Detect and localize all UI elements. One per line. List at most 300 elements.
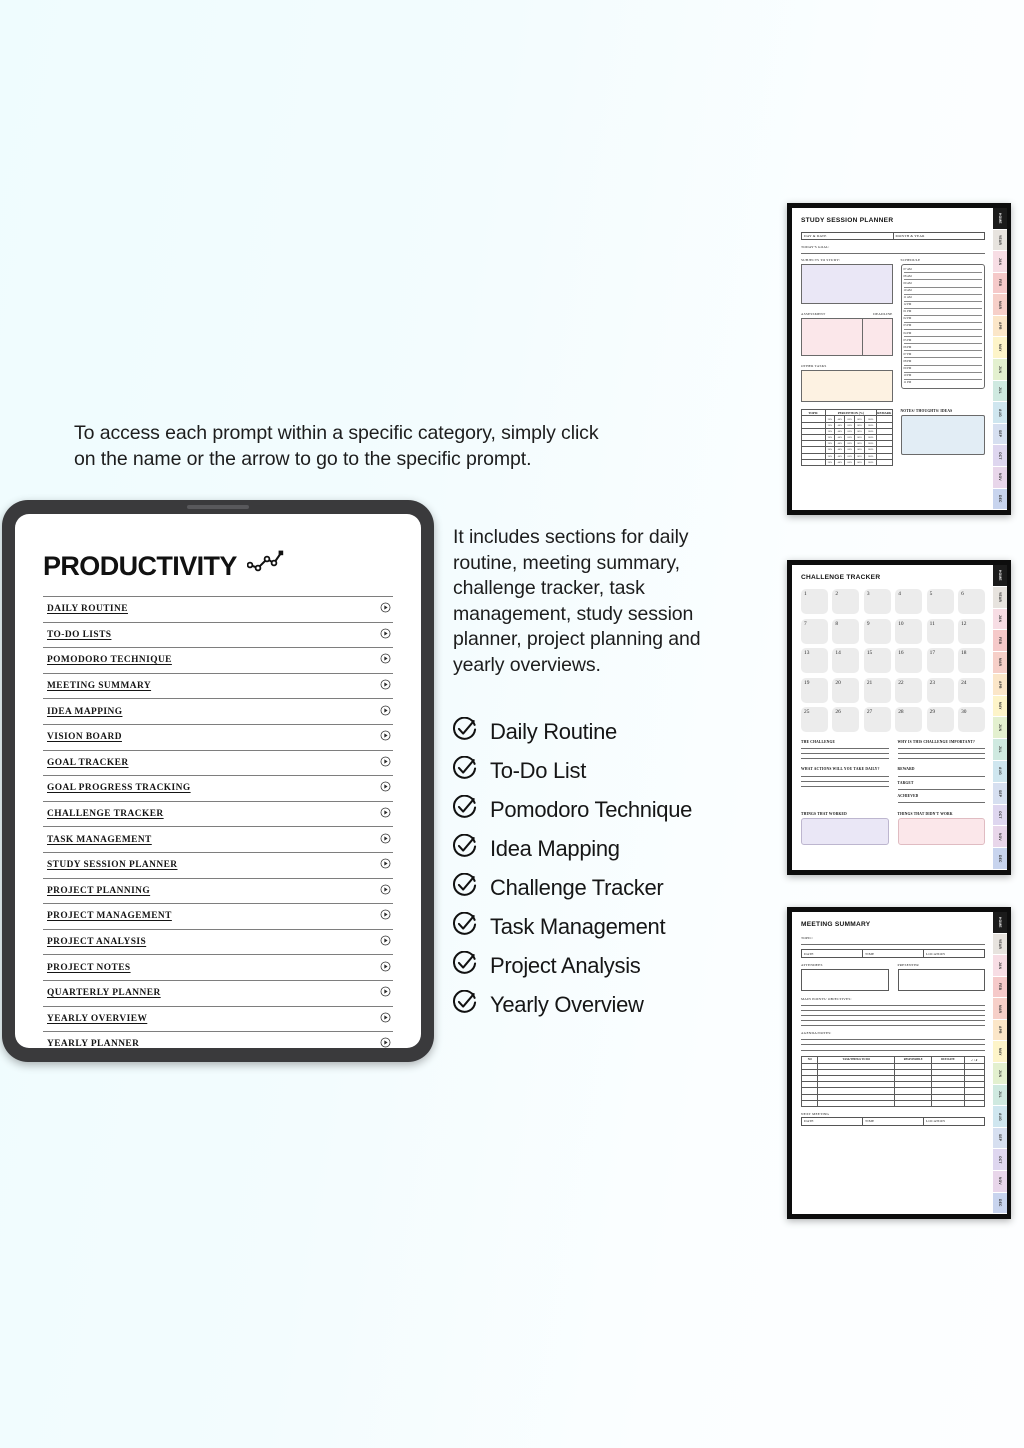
play-circle-icon[interactable] [380,677,391,695]
why-important-label: WHY IS THIS CHALLENGE IMPORTANT? [897,740,975,744]
planner-preview-meeting-summary[interactable] [787,907,1011,1219]
subjects-input-area[interactable] [801,264,893,304]
tablet-device [2,500,434,1062]
tab-mar[interactable]: MAR [993,652,1007,674]
write-line[interactable] [801,1020,985,1021]
tab-jan[interactable]: JAN [993,251,1007,273]
page-title-row [43,548,393,582]
prompt-row[interactable] [43,724,393,750]
tab-apr[interactable]: APR [993,674,1007,696]
tab-dec[interactable]: DEC [993,489,1007,511]
tab-aug[interactable]: AUG [993,1106,1007,1128]
location-field[interactable]: LOCATION [923,950,984,957]
prompt-label[interactable]: YEARLY OVERVIEW [47,1013,148,1024]
tab-nov[interactable]: NOV [993,467,1007,489]
tab-mar[interactable]: MAR [993,294,1007,316]
tab-jul[interactable]: JUL [993,739,1007,761]
tab-nov[interactable]: NOV [993,826,1007,848]
prompt-label[interactable]: TO-DO LISTS [47,629,112,640]
challenge-day-cell[interactable]: 19 [801,678,828,703]
tab-jan[interactable]: JAN [993,955,1007,977]
play-circle-icon[interactable] [380,1010,391,1028]
challenge-day-cell[interactable]: 22 [895,678,922,703]
challenge-day-cell[interactable]: 10 [895,619,922,644]
prompt-row[interactable] [43,750,393,776]
why-important-block [898,740,986,763]
percent-cell[interactable]: 100% [865,441,877,447]
tab-aug[interactable]: AUG [993,761,1007,783]
schedule-row[interactable]: 07 AM [904,266,982,273]
tab-feb[interactable]: FEB [993,977,1007,999]
percent-cell[interactable]: 60% [845,447,855,453]
tab-oct[interactable]: OCT [993,445,1007,467]
checklist-item-label: Project Analysis [490,952,641,978]
prompt-row[interactable] [43,622,393,648]
next-meeting-label: NEXT MEETING [801,1111,830,1116]
schedule-row[interactable]: 03 PM [904,323,982,330]
write-line[interactable] [801,1015,985,1016]
checklist-item-label: Daily Routine [490,718,617,744]
month-tabs-meeting-summary[interactable] [993,912,1007,1214]
prompt-label[interactable]: PROJECT MANAGEMENT [47,911,172,922]
the-challenge-rule-2 [801,753,889,754]
percent-cell[interactable]: 20% [825,422,835,428]
tab-sep[interactable]: SEP [993,783,1007,805]
prompt-label[interactable]: POMODORO TECHNIQUE [47,655,172,666]
challenge-day-cell[interactable]: 8 [832,619,859,644]
write-line[interactable] [801,1005,985,1006]
things-worked-block [801,812,889,845]
challenge-day-cell[interactable]: 26 [832,707,859,732]
checklist-item-label: Challenge Tracker [490,874,664,900]
check-circle-icon [452,912,477,942]
percent-cell[interactable]: 60% [845,435,855,441]
checklist-item-label: Idea Mapping [490,835,620,861]
study-session-planner-page [792,208,993,510]
tab-home[interactable]: HOME [993,208,1007,230]
schedule-row[interactable]: 08 AM [904,273,982,280]
prompt-row[interactable] [43,673,393,699]
tab-sep[interactable]: SEP [993,1128,1007,1150]
prompt-row[interactable] [43,1031,393,1048]
percent-cell[interactable]: 100% [865,453,877,459]
intro-paragraph [74,420,694,472]
percent-cell[interactable]: 40% [835,459,845,465]
things-not-worked-label: THINGS THAT DIDN'T WORK [897,812,953,817]
tab-apr[interactable]: APR [993,1020,1007,1042]
percent-cell[interactable]: 40% [835,435,845,441]
challenge-day-cell[interactable]: 6 [958,589,985,614]
check-circle-icon [452,873,477,903]
attendees-presenter-row [801,963,985,991]
tab-home[interactable]: HOME [993,912,1007,934]
tab-feb[interactable]: FEB [993,630,1007,652]
schedule-row[interactable]: 10 AM [904,288,982,295]
prompt-row[interactable] [43,826,393,852]
prompt-label[interactable]: YEARLY PLANNER [47,1038,140,1048]
challenge-day-cell[interactable]: 20 [832,678,859,703]
checklist-item-label: Pomodoro Technique [490,796,693,822]
percent-cell[interactable]: 20% [825,447,835,453]
percent-cell[interactable]: 100% [865,459,877,465]
deadline-label: DEADLINE [873,312,893,317]
percent-cell[interactable]: 100% [865,435,877,441]
tab-sep[interactable]: SEP [993,424,1007,446]
challenge-day-cell[interactable]: 21 [864,678,891,703]
prompt-label[interactable]: DAILY ROUTINE [47,604,128,615]
challenge-day-cell[interactable]: 2 [832,589,859,614]
tab-may[interactable]: MAY [993,696,1007,718]
percent-cell[interactable]: 60% [845,453,855,459]
study-planner-left-col [801,258,893,402]
table-header: DUE DATE [931,1057,964,1063]
next-meeting-row [801,1117,985,1126]
challenge-day-cell[interactable]: 4 [895,589,922,614]
checklist-item [452,790,782,829]
tab-nov[interactable]: NOV [993,1171,1007,1193]
challenge-day-cell[interactable]: 16 [895,648,922,673]
tab-jun[interactable]: JUN [993,359,1007,381]
table-header: RESPONSIBLE [895,1057,932,1063]
write-line[interactable] [801,1044,985,1045]
things-worked-input-area[interactable] [801,818,889,845]
percent-cell[interactable]: 80% [855,453,865,459]
reward-rule [898,776,986,777]
prompt-label[interactable]: IDEA MAPPING [47,706,123,717]
tab-mar[interactable]: MAR [993,998,1007,1020]
next-time-field[interactable]: TIME [862,1118,923,1125]
play-circle-icon[interactable] [380,984,391,1002]
target-rule [898,789,986,790]
the-challenge-rule-3 [801,758,889,759]
prompt-row[interactable] [43,980,393,1006]
schedule-row[interactable]: 08 PM [904,358,982,365]
month-tabs-study-planner[interactable] [993,208,1007,510]
day-date-field[interactable]: DAY & DATE [804,234,827,238]
prompt-row[interactable] [43,929,393,955]
challenge-day-cell[interactable]: 9 [864,619,891,644]
agenda-notes-rules[interactable] [801,1039,985,1050]
percent-cell[interactable]: 100% [865,428,877,434]
agenda-notes-label: AGENDA/NOTES: [801,1031,832,1036]
date-field[interactable]: DATE [804,951,814,956]
play-circle-icon[interactable] [380,626,391,644]
task-table[interactable] [801,1056,985,1107]
percent-cell[interactable]: 60% [845,459,855,465]
schedule-row[interactable]: 07 PM [904,351,982,358]
play-circle-icon[interactable] [380,779,391,797]
tab-oct[interactable]: OCT [993,1149,1007,1171]
prompt-label[interactable]: PROJECT PLANNING [47,885,151,896]
percent-cell[interactable]: 40% [835,441,845,447]
schedule-row[interactable]: 11 AM [904,295,982,302]
play-circle-icon[interactable] [380,856,391,874]
prompt-row[interactable] [43,596,393,622]
play-circle-icon[interactable] [380,754,391,772]
challenge-day-cell[interactable]: 1 [801,589,828,614]
tab-year[interactable]: YEAR [993,587,1007,609]
prompt-label[interactable]: VISION BOARD [47,732,122,743]
tablet-screen [15,514,421,1048]
what-actions-rule-2 [801,781,889,782]
challenge-day-cell[interactable]: 14 [832,648,859,673]
percent-cell[interactable]: 80% [855,441,865,447]
table-header: ✓ / ✗ [964,1057,984,1063]
main-points-rules[interactable] [801,1005,985,1026]
tab-jul[interactable]: JUL [993,381,1007,403]
challenge-day-cell[interactable]: 24 [958,678,985,703]
percent-cell[interactable]: 60% [845,416,855,422]
percent-cell[interactable]: 80% [855,428,865,434]
percent-cell[interactable]: 40% [835,416,845,422]
percent-cell[interactable]: 60% [845,422,855,428]
checklist-item-label: To-Do List [490,757,587,783]
tab-oct[interactable]: OCT [993,805,1007,827]
what-actions-block [801,767,889,807]
tab-dec[interactable]: DEC [993,1193,1007,1215]
prompt-label[interactable]: PROJECT NOTES [47,962,131,973]
prompt-row[interactable] [43,698,393,724]
percent-cell[interactable]: 80% [855,416,865,422]
prompt-row[interactable] [43,647,393,673]
challenge-detail-row-2 [801,767,985,807]
table-header: REMARK [877,410,892,415]
prompt-row[interactable] [43,878,393,904]
tab-jul[interactable]: JUL [993,1085,1007,1107]
presenter-input-area[interactable] [898,969,986,991]
check-circle-icon [452,951,477,981]
presenter-label: PRESENTER [897,963,919,968]
checklist-item [452,946,782,985]
prompt-label[interactable]: STUDY SESSION PLANNER [47,860,178,871]
challenge-day-cell[interactable]: 18 [958,648,985,673]
why-important-rule-2 [898,753,986,754]
write-line[interactable] [801,1025,985,1026]
meeting-summary-title: MEETING SUMMARY [801,921,871,928]
challenge-day-cell[interactable]: 28 [895,707,922,732]
play-circle-icon[interactable] [380,907,391,925]
percent-cell[interactable]: 60% [845,428,855,434]
schedule-row[interactable]: 02 PM [904,316,982,323]
checklist-item-label: Yearly Overview [490,991,644,1017]
percent-cell[interactable]: 40% [835,422,845,428]
date-time-location-row [801,949,985,958]
prompt-row[interactable] [43,801,393,827]
prompt-label[interactable]: GOAL TRACKER [47,757,129,768]
notes-input-area[interactable] [901,415,985,455]
checklist-item [452,829,782,868]
check-circle-icon [452,756,477,786]
prompt-row[interactable] [43,954,393,980]
topic-rule [801,944,985,945]
prompt-label[interactable]: TASK MANAGEMENT [47,834,152,845]
percent-cell[interactable]: 20% [825,416,835,422]
percent-cell[interactable]: 20% [825,441,835,447]
checklist-item [452,907,782,946]
play-circle-icon[interactable] [380,703,391,721]
percent-cell[interactable]: 80% [855,435,865,441]
intro-line-1: To access each prompt within a specific category, simply click [74,422,599,444]
schedule-list[interactable] [901,264,985,389]
schedule-row[interactable]: 09 PM [904,366,982,373]
check-circle-icon [452,990,477,1020]
percent-cell[interactable]: 100% [865,422,877,428]
tab-home[interactable]: HOME [993,565,1007,587]
schedule-row[interactable]: 11 PM [903,380,912,385]
schedule-row[interactable]: 05 PM [904,337,982,344]
checklist-item-label: Task Management [490,913,666,939]
topic-label: TOPIC: [801,936,814,940]
subjects-label: SUBJECTS TO STUDY: [801,258,840,263]
challenge-day-cell[interactable]: 12 [958,619,985,644]
percent-cell[interactable]: 40% [835,453,845,459]
next-location-field[interactable]: LOCATION [923,1118,984,1125]
challenge-day-cell[interactable]: 5 [927,589,954,614]
play-circle-icon[interactable] [380,831,391,849]
play-circle-icon[interactable] [380,882,391,900]
percent-cell[interactable]: 20% [825,435,835,441]
challenge-day-cell[interactable]: 30 [958,707,985,732]
play-circle-icon[interactable] [380,805,391,823]
challenge-day-cell[interactable]: 15 [864,648,891,673]
challenge-tracker-page [792,565,993,870]
notes-wrap [901,409,985,466]
check-circle-icon [452,834,477,864]
prompt-label[interactable]: GOAL PROGRESS TRACKING [47,783,191,794]
what-actions-label: WHAT ACTIONS WILL YOU TAKE DAILY? [801,767,880,772]
percent-cell[interactable]: 40% [835,428,845,434]
play-circle-icon[interactable] [380,933,391,951]
tab-jun[interactable]: JUN [993,717,1007,739]
schedule-row[interactable]: 09 AM [904,280,982,287]
percent-cell[interactable]: 100% [865,416,877,422]
percent-cell[interactable]: 20% [825,428,835,434]
study-planner-right-col [901,258,985,402]
main-points-label: MAIN POINTS/ OBJECTIVES: [801,996,852,1001]
percent-cell[interactable]: 80% [855,422,865,428]
planner-preview-challenge-tracker[interactable] [787,560,1011,875]
target-label: TARGET [897,780,914,785]
check-circle-icon [452,795,477,825]
percent-cell[interactable]: 20% [825,453,835,459]
challenge-day-cell[interactable]: 29 [927,707,954,732]
schedule-row[interactable]: 10 PM [904,373,982,380]
prompt-label[interactable]: PROJECT ANALYSIS [47,937,147,948]
prompt-label[interactable]: CHALLENGE TRACKER [47,809,164,820]
time-field[interactable]: TIME [862,950,923,957]
the-challenge-label: THE CHALLENGE [801,740,836,744]
reward-label: REWARD [897,767,915,772]
tab-may[interactable]: MAY [993,1041,1007,1063]
assessment-deadline-labels [801,312,893,316]
percent-cell[interactable]: 20% [825,459,835,465]
schedule-row[interactable]: 01 PM [904,309,982,316]
assessment-deadline-area[interactable] [801,318,893,356]
next-date-field[interactable]: DATE [804,1119,814,1124]
challenge-day-cell[interactable]: 25 [801,707,828,732]
write-line[interactable] [801,1050,985,1051]
schedule-label: SCHEDULE [900,258,921,263]
percent-cell[interactable]: 80% [855,459,865,465]
challenge-day-cell[interactable]: 3 [864,589,891,614]
tab-aug[interactable]: AUG [993,402,1007,424]
month-year-field[interactable]: MONTH & YEAR [893,233,985,239]
prompt-label[interactable]: MEETING SUMMARY [47,681,152,692]
other-tasks-input-area[interactable] [801,370,893,402]
play-circle-icon[interactable] [380,651,391,669]
table-row[interactable] [802,1100,985,1106]
the-challenge-rule-1 [801,748,889,749]
tab-apr[interactable]: APR [993,316,1007,338]
presenter-block [898,963,986,991]
schedule-row[interactable]: 12 PM [904,302,982,309]
write-line[interactable] [801,1010,985,1011]
challenge-day-cell[interactable]: 7 [801,619,828,644]
why-important-rule-3 [898,758,986,759]
what-actions-rule-1 [801,776,889,777]
play-circle-icon[interactable] [380,600,391,618]
study-planner-columns [801,258,985,402]
prompt-row[interactable] [43,1006,393,1032]
attendees-input-area[interactable] [801,969,889,991]
what-actions-rule-3 [801,786,889,787]
play-circle-icon[interactable] [380,728,391,746]
write-line[interactable] [801,1039,985,1040]
prompt-label[interactable]: QUARTERLY PLANNER [47,988,161,999]
achieved-label: ACHIEVED [897,793,919,798]
other-tasks-label: OTHER TASKS [801,364,827,369]
play-circle-icon[interactable] [380,959,391,977]
meeting-summary-page [792,912,993,1214]
percent-cell[interactable]: 100% [865,447,877,453]
prompt-row[interactable] [43,775,393,801]
challenge-detail-row-1 [801,740,985,763]
schedule-row[interactable]: 04 PM [904,330,982,337]
table-row[interactable] [802,459,893,465]
play-circle-icon[interactable] [380,1035,391,1048]
tab-dec[interactable]: DEC [993,848,1007,870]
things-not-worked-input-area[interactable] [898,818,986,845]
tab-jan[interactable]: JAN [993,609,1007,631]
challenge-day-cell[interactable]: 13 [801,648,828,673]
tab-jun[interactable]: JUN [993,1063,1007,1085]
perception-notes-row [801,409,985,466]
todays-goal-label: TODAY'S GOAL: [801,245,830,249]
challenge-day-cell[interactable]: 17 [927,648,954,673]
prompt-row[interactable] [43,852,393,878]
attendees-block [801,963,889,991]
challenge-day-cell[interactable]: 27 [864,707,891,732]
percent-cell[interactable]: 40% [835,447,845,453]
challenge-day-cell[interactable]: 11 [927,619,954,644]
schedule-row[interactable]: 06 PM [904,344,982,351]
planner-preview-study-session[interactable] [787,203,1011,515]
percent-cell[interactable]: 80% [855,447,865,453]
prompt-list [43,596,393,1048]
prompt-row[interactable] [43,903,393,929]
tab-may[interactable]: MAY [993,337,1007,359]
percent-cell[interactable]: 60% [845,441,855,447]
tab-feb[interactable]: FEB [993,273,1007,295]
checklist-item [452,868,782,907]
perception-table[interactable] [801,409,893,466]
month-tabs-challenge-tracker[interactable] [993,565,1007,870]
tab-year[interactable]: YEAR [993,230,1007,252]
challenge-day-cell[interactable]: 23 [927,678,954,703]
tab-year[interactable]: YEAR [993,934,1007,956]
table-header: TASK/THINGS TO DO [818,1057,895,1063]
challenge-day-grid[interactable] [801,589,985,732]
